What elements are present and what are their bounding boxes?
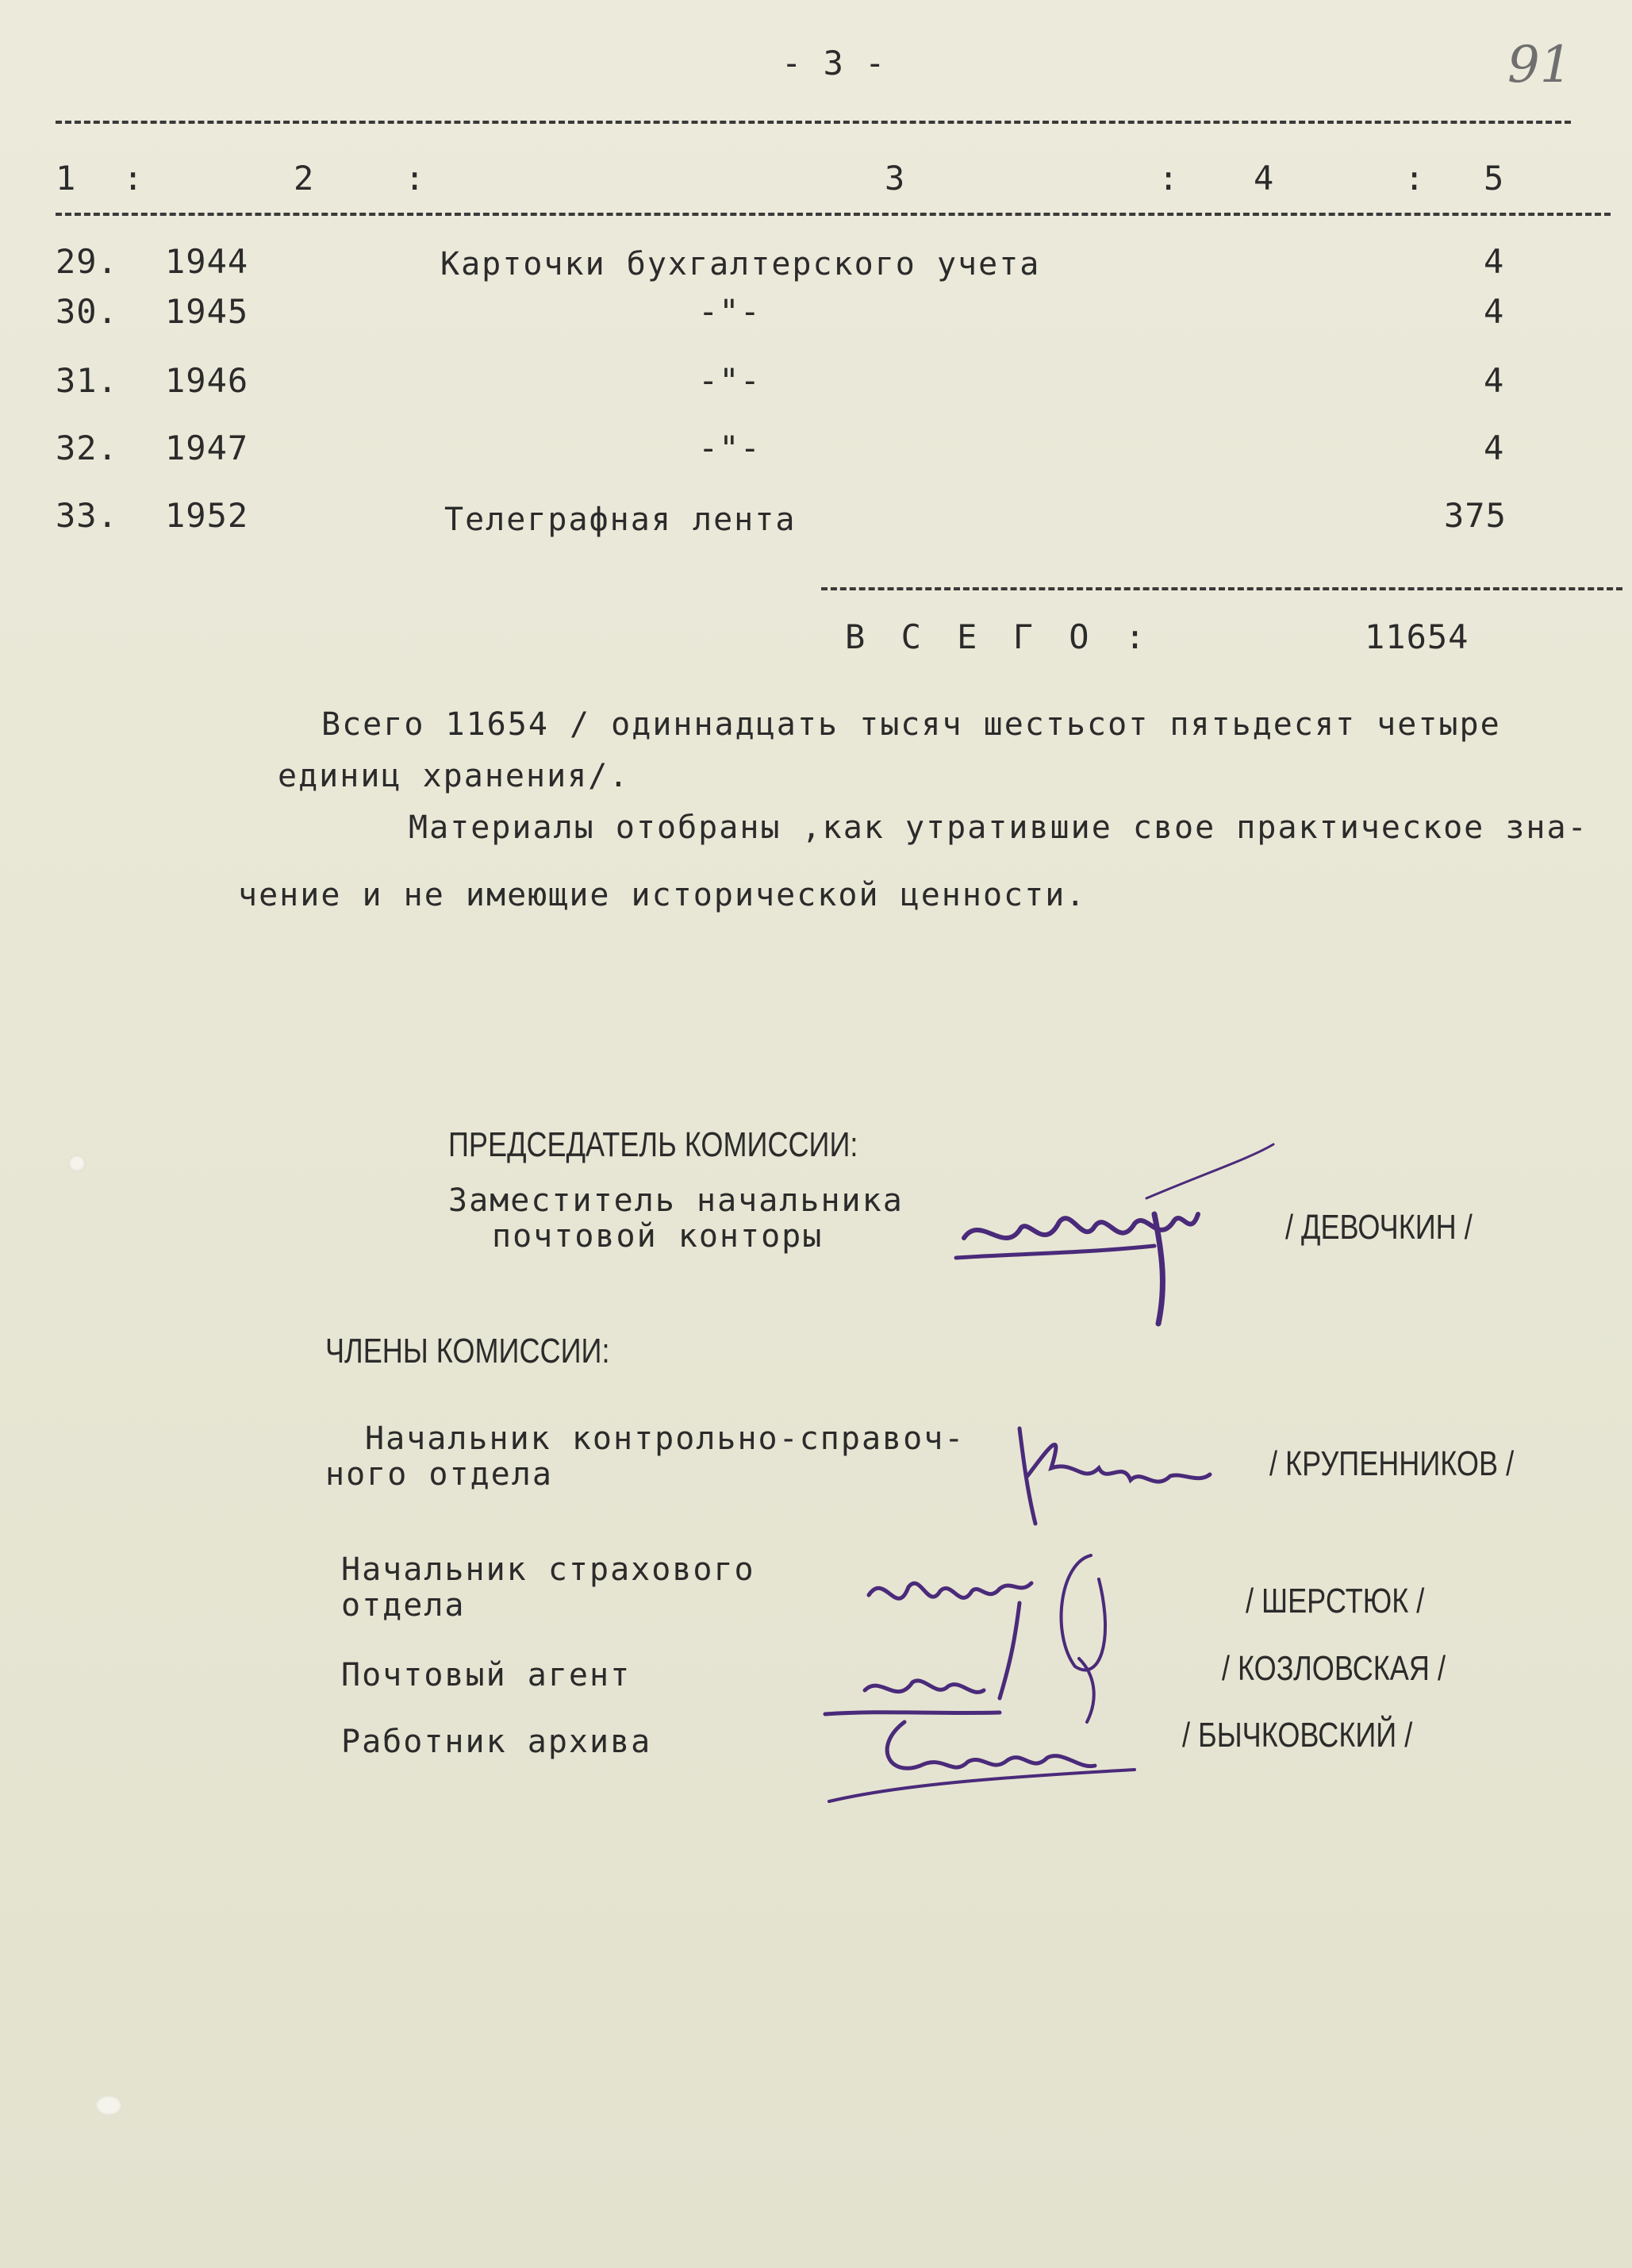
- col-header-5: 5: [1484, 159, 1505, 198]
- members-heading: ЧЛЕНЫ КОМИССИИ:: [325, 1332, 610, 1370]
- row-count: 375: [1444, 496, 1507, 535]
- row-title: -"-: [698, 292, 761, 331]
- archive-sheet-number: 91: [1507, 36, 1572, 94]
- member-name: / КОЗЛОВСКАЯ /: [1222, 1649, 1446, 1688]
- table-top-rule: [56, 121, 1571, 124]
- body-line-3: Материалы отобраны ,как утратившие свое практическое зна-: [409, 809, 1588, 846]
- row-year: 1945: [165, 292, 249, 331]
- punch-hole: [95, 2095, 122, 2116]
- row-count: 4: [1484, 361, 1505, 400]
- row-number: 31.: [56, 361, 118, 400]
- member-signature: [1004, 1413, 1242, 1540]
- col-header-1: 1: [56, 159, 77, 198]
- col-sep: :: [405, 159, 426, 198]
- row-title: -"-: [698, 361, 761, 400]
- row-year: 1952: [165, 496, 249, 535]
- chair-signature: [948, 1135, 1313, 1341]
- member-role-line-2: ного отдела: [325, 1456, 553, 1493]
- table-header-rule: [56, 213, 1611, 216]
- row-title: -"-: [698, 429, 761, 467]
- row-title: Телеграфная лента: [444, 502, 797, 538]
- total-rule: [821, 587, 1622, 590]
- member-role-line-1: Почтовый агент: [341, 1657, 632, 1693]
- total-label: В С Е Г О :: [845, 617, 1154, 656]
- row-count: 4: [1484, 292, 1505, 331]
- row-year: 1944: [165, 242, 249, 281]
- member-role-line-2: отдела: [341, 1587, 466, 1624]
- body-line-1: Всего 11654 / одиннадцать тысяч шестьсот пятьдесят четыре: [321, 706, 1501, 743]
- member-role-line-1: Начальник контрольно-справоч-: [365, 1420, 966, 1457]
- chair-role-line-2: почтовой конторы: [492, 1218, 824, 1255]
- col-sep: :: [1404, 159, 1426, 198]
- body-line-2: единиц хранения/.: [278, 758, 630, 794]
- row-number: 33.: [56, 496, 118, 535]
- body-line-4: чение и не имеющие исторической ценности.: [238, 877, 1087, 913]
- col-header-4: 4: [1254, 159, 1275, 198]
- member-name: / КРУПЕННИКОВ /: [1269, 1444, 1515, 1483]
- col-header-2: 2: [294, 159, 315, 198]
- row-year: 1946: [165, 361, 249, 400]
- row-title: Карточки бухгалтерского учета: [440, 246, 1041, 283]
- col-sep: :: [1158, 159, 1180, 198]
- member-name: / ШЕРСТЮК /: [1246, 1582, 1425, 1620]
- member-name: / БЫЧКОВСКИЙ /: [1182, 1716, 1413, 1755]
- row-number: 30.: [56, 292, 118, 331]
- chair-heading: ПРЕДСЕДАТЕЛЬ КОМИССИИ:: [448, 1125, 858, 1164]
- total-value: 11654: [1365, 617, 1469, 656]
- row-count: 4: [1484, 429, 1505, 467]
- col-sep: :: [123, 159, 144, 198]
- row-number: 32.: [56, 429, 118, 467]
- punch-hole: [68, 1155, 86, 1172]
- row-year: 1947: [165, 429, 249, 467]
- chair-role-line-1: Заместитель начальника: [448, 1182, 904, 1219]
- member-signature: [817, 1690, 1182, 1809]
- row-number: 29.: [56, 242, 118, 281]
- row-count: 4: [1484, 242, 1505, 281]
- col-header-3: 3: [885, 159, 906, 198]
- member-role-line-1: Работник архива: [341, 1724, 652, 1760]
- page-number: - 3 -: [781, 44, 886, 83]
- member-role-line-1: Начальник страхового: [341, 1551, 755, 1588]
- chair-name: / ДЕВОЧКИН /: [1285, 1208, 1473, 1247]
